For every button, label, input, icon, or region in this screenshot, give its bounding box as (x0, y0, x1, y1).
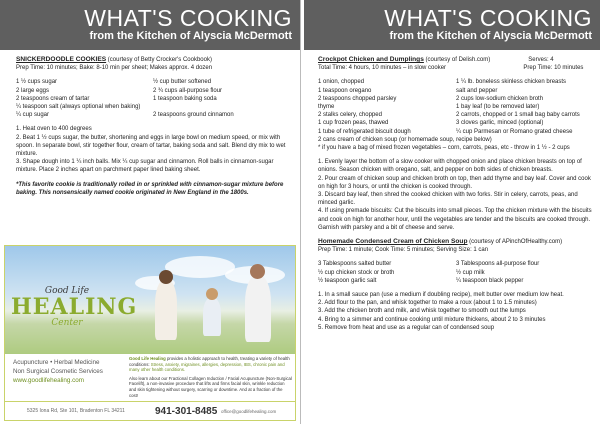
ad-conditions: Stress, anxiety, migraines, allergies, depression, IBS, chronic pain and many other health conditions. (129, 361, 285, 373)
ingredient: 1 teaspoon baking soda (153, 95, 217, 102)
ad-phone: 941-301-8485 (155, 405, 218, 417)
recipe2-heading (318, 238, 594, 246)
recipe1-serves: Serves: 4 (528, 57, 554, 63)
ingredient (153, 103, 290, 111)
ingredients-right (153, 78, 290, 119)
step: 1. In a small sauce pan (use a medium if doubling recipe), melt butter over medium low heat. (318, 292, 564, 299)
ingredients (16, 78, 290, 119)
recipe1-title: Crockpot Chicken and Dumplings (318, 56, 424, 63)
step: 5. Remove from heat and use as a regular can of condensed soup (318, 324, 495, 331)
left-header-subtitle: from the Kitchen of Alyscia McDermott (89, 30, 292, 42)
ad-address: 5325 Iona Rd, Ste 101, Bradenton FL 34211 (27, 408, 125, 414)
step: 3. Shape dough into 1 ¼ inch balls. Mix ¼ cup sugar and cinnamon. Roll balls in cinnamon-sugar mixture. Place 2 inches apart on parchment paper lined baking sheet. (16, 159, 274, 174)
ingredient: ¼ teaspoon salt (always optional when baking) (16, 104, 141, 111)
ingredient: 1 teaspoon oregano (318, 87, 372, 94)
ingredient: 3 cloves garlic, minced (optional) (456, 120, 544, 127)
ingredient: 2 carrots, chopped or 1 small bag baby carrots (456, 112, 580, 119)
good-life-healing-logo (11, 286, 138, 328)
ingredient: 1 ½ cups sugar (16, 79, 58, 86)
ad-description (129, 356, 292, 398)
healing-center-ad (4, 245, 296, 421)
ingredient: 1 onion, chopped (318, 79, 365, 86)
ad-paragraph-2: Also learn about our Fractional Collagen Induction / Facial Acupuncture (Non-Surgical Facelift), a non-invasive procedure that lifts and firms facial skin, wrinkle reduction and skin tightening without surgery, scarring or downtime. And at a fraction of the cost! (129, 375, 292, 398)
ad-website: www.goodlifehealing.com (13, 377, 85, 384)
ingredient: 2 teaspoons cream of tartar (16, 95, 90, 102)
recipe-source: (courtesy of Betty Crocker's Cookbook) (106, 57, 212, 63)
ingredient: 2 stalks celery, chopped (318, 112, 382, 119)
recipe1-extra: 2 cans cream of chicken soup (or homemade soup, recipe below) (318, 136, 492, 143)
logo-top: Good Life (44, 286, 90, 296)
step: 4. If using premade biscuits: Cut the biscuits into small pieces. Top the chicken mixture with the biscuits and cook on high for another hour, until the vegetables are tender and the biscuits are cooked through. Garnish with parsley and a bit of cheese and serve. (318, 208, 592, 231)
ingredient: 1 ¼ lb. boneless skinless chicken breasts (456, 79, 567, 86)
step: 2. Beat 1 ½ cups sugar, the butter, shortening and eggs in large bowl on medium speed, or mix with spoon. In separate bowl, stir together flour, cream of tartar, baking soda and salt. Blend dry mix to wet mixture. (16, 134, 286, 158)
ingredient: 3 Tablespoons all-purpose flour (456, 261, 540, 268)
right-header (304, 0, 600, 50)
ingredient: ½ cup milk (456, 269, 485, 276)
recipe2-steps (318, 291, 594, 332)
recipe1-steps (318, 158, 594, 232)
ingredient: ¼ teaspoon black pepper (456, 277, 524, 284)
left-header-title: WHAT'S COOKING (84, 5, 292, 31)
recipe1-prep: Prep Time: 10 minutes (523, 65, 584, 72)
ingredient: 1 tube of refrigerated biscuit dough (318, 128, 411, 135)
step: 3. Add the chicken broth and milk, and whisk together to smooth out the lumps (318, 308, 526, 315)
service-line: Acupuncture • Herbal Medicine (13, 359, 100, 366)
ingredient: 2 large eggs (16, 87, 50, 94)
ingredients-right (456, 78, 594, 135)
recipe1-ingredients (318, 78, 594, 135)
right-content (304, 50, 600, 332)
ingredient: 2 ¾ cups all-purpose flour (153, 87, 223, 94)
ingredients-left (16, 78, 153, 119)
ingredients-left (318, 78, 456, 135)
recipe-heading (16, 56, 290, 64)
step: 2. Pour cream of chicken soup and chicken broth on top, then add thyme and bay leaf. Cover and cook on high for 3 hours, or until the chicken is cooked through. (318, 175, 591, 190)
recipe2-meta: Prep Time: 1 minute; Cook Time: 5 minutes; Serving Size: 1 can (318, 247, 489, 254)
ingredient: 1 bay leaf (to be removed later) (456, 104, 540, 111)
ingredient: ½ cup butter softened (153, 79, 212, 86)
right-header-title: WHAT'S COOKING (384, 5, 592, 31)
right-page (304, 0, 600, 424)
ingredients-right (456, 260, 594, 285)
ingredients-left (318, 260, 456, 285)
recipe-title: SNICKERDOODLE COOKIES (16, 56, 107, 63)
logo-main: HEALING (11, 294, 138, 320)
right-header-subtitle: from the Kitchen of Alyscia McDermott (389, 30, 592, 42)
recipe2-source: (courtesy of APinchOfHealthy.com) (467, 239, 563, 246)
ad-paragraph-1 (129, 356, 292, 373)
recipe1-heading (318, 56, 594, 64)
ingredient: salt and pepper (456, 87, 498, 94)
step: 1. Evenly layer the bottom of a slow cooker with chopped onion and place chicken breasts on top of onions. Season chicken with oregano, salt, and pepper on both sides of chicken breasts. (318, 159, 582, 174)
ingredient: 2 cups low-sodium chicken broth (456, 95, 544, 102)
step: 1. Heat oven to 400 degrees (16, 126, 92, 133)
ingredient: 1 cup frozen peas, thawed (318, 120, 389, 127)
ingredient: ¼ cup Parmesan or Romano grated cheese (456, 128, 573, 135)
ad-body-1: provides a holistic approach to health, treating a variety of health conditions: (129, 356, 290, 367)
recipe-meta: Prep Time: 10 minutes; Bake: 8-10 min per sheet; Makes approx. 4 dozen (16, 65, 213, 72)
ad-email: office@goodlifehealing.com (221, 408, 277, 414)
recipe2-title: Homemade Condensed Cream of Chicken Soup (318, 238, 468, 246)
ingredient: 2 teaspoons chopped parsley (318, 95, 397, 102)
recipe-steps (16, 125, 290, 174)
step: 3. Discard bay leaf, then shred the cooked chicken with two forks. Stir in celery, carrots, peas, and minced garlic. (318, 192, 578, 207)
ingredient: ½ teaspoon garlic salt (318, 277, 377, 284)
ingredient: 2 teaspoons ground cinnamon (153, 112, 234, 119)
step: 4. Bring to a simmer and continue cooking until mixture thickens, about 2 to 3 minutes (318, 316, 546, 323)
ad-services (13, 358, 128, 385)
service-line: Non Surgical Cosmetic Services (13, 368, 103, 375)
ingredient: ¼ cup sugar (16, 112, 50, 119)
recipe2-ingredients (318, 260, 594, 285)
ad-footer (5, 401, 295, 420)
step: 2. Add flour to the pan, and whisk together to make a roux (about 1 to 1.5 minutes) (318, 300, 537, 307)
logo-sub: Center (51, 318, 83, 328)
ingredient: ½ cup chicken stock or broth (318, 269, 395, 276)
ad-brand: Good Life Healing (129, 356, 166, 361)
ingredient: 3 Tablespoons salted butter (318, 261, 392, 268)
left-content (0, 50, 300, 197)
ingredient: thyme (318, 104, 335, 111)
recipe-note: *This favorite cookie is traditionally rolled in or sprinkled with cinnamon-sugar mixture before baking. This nonsensically named cookie originated in New England in the 1800s. (16, 181, 284, 196)
recipe1-time: Total Time: 4 hours, 10 minutes – in slow cooker (318, 65, 447, 72)
recipe1-source: (courtesy of Delish.com) (423, 57, 491, 63)
left-header (0, 0, 300, 50)
recipe1-extra-note: * if you have a bag of mixed frozen vegetables – corn, carrots, peas, etc - throw in 1 ½ - 2 cups (318, 145, 570, 152)
